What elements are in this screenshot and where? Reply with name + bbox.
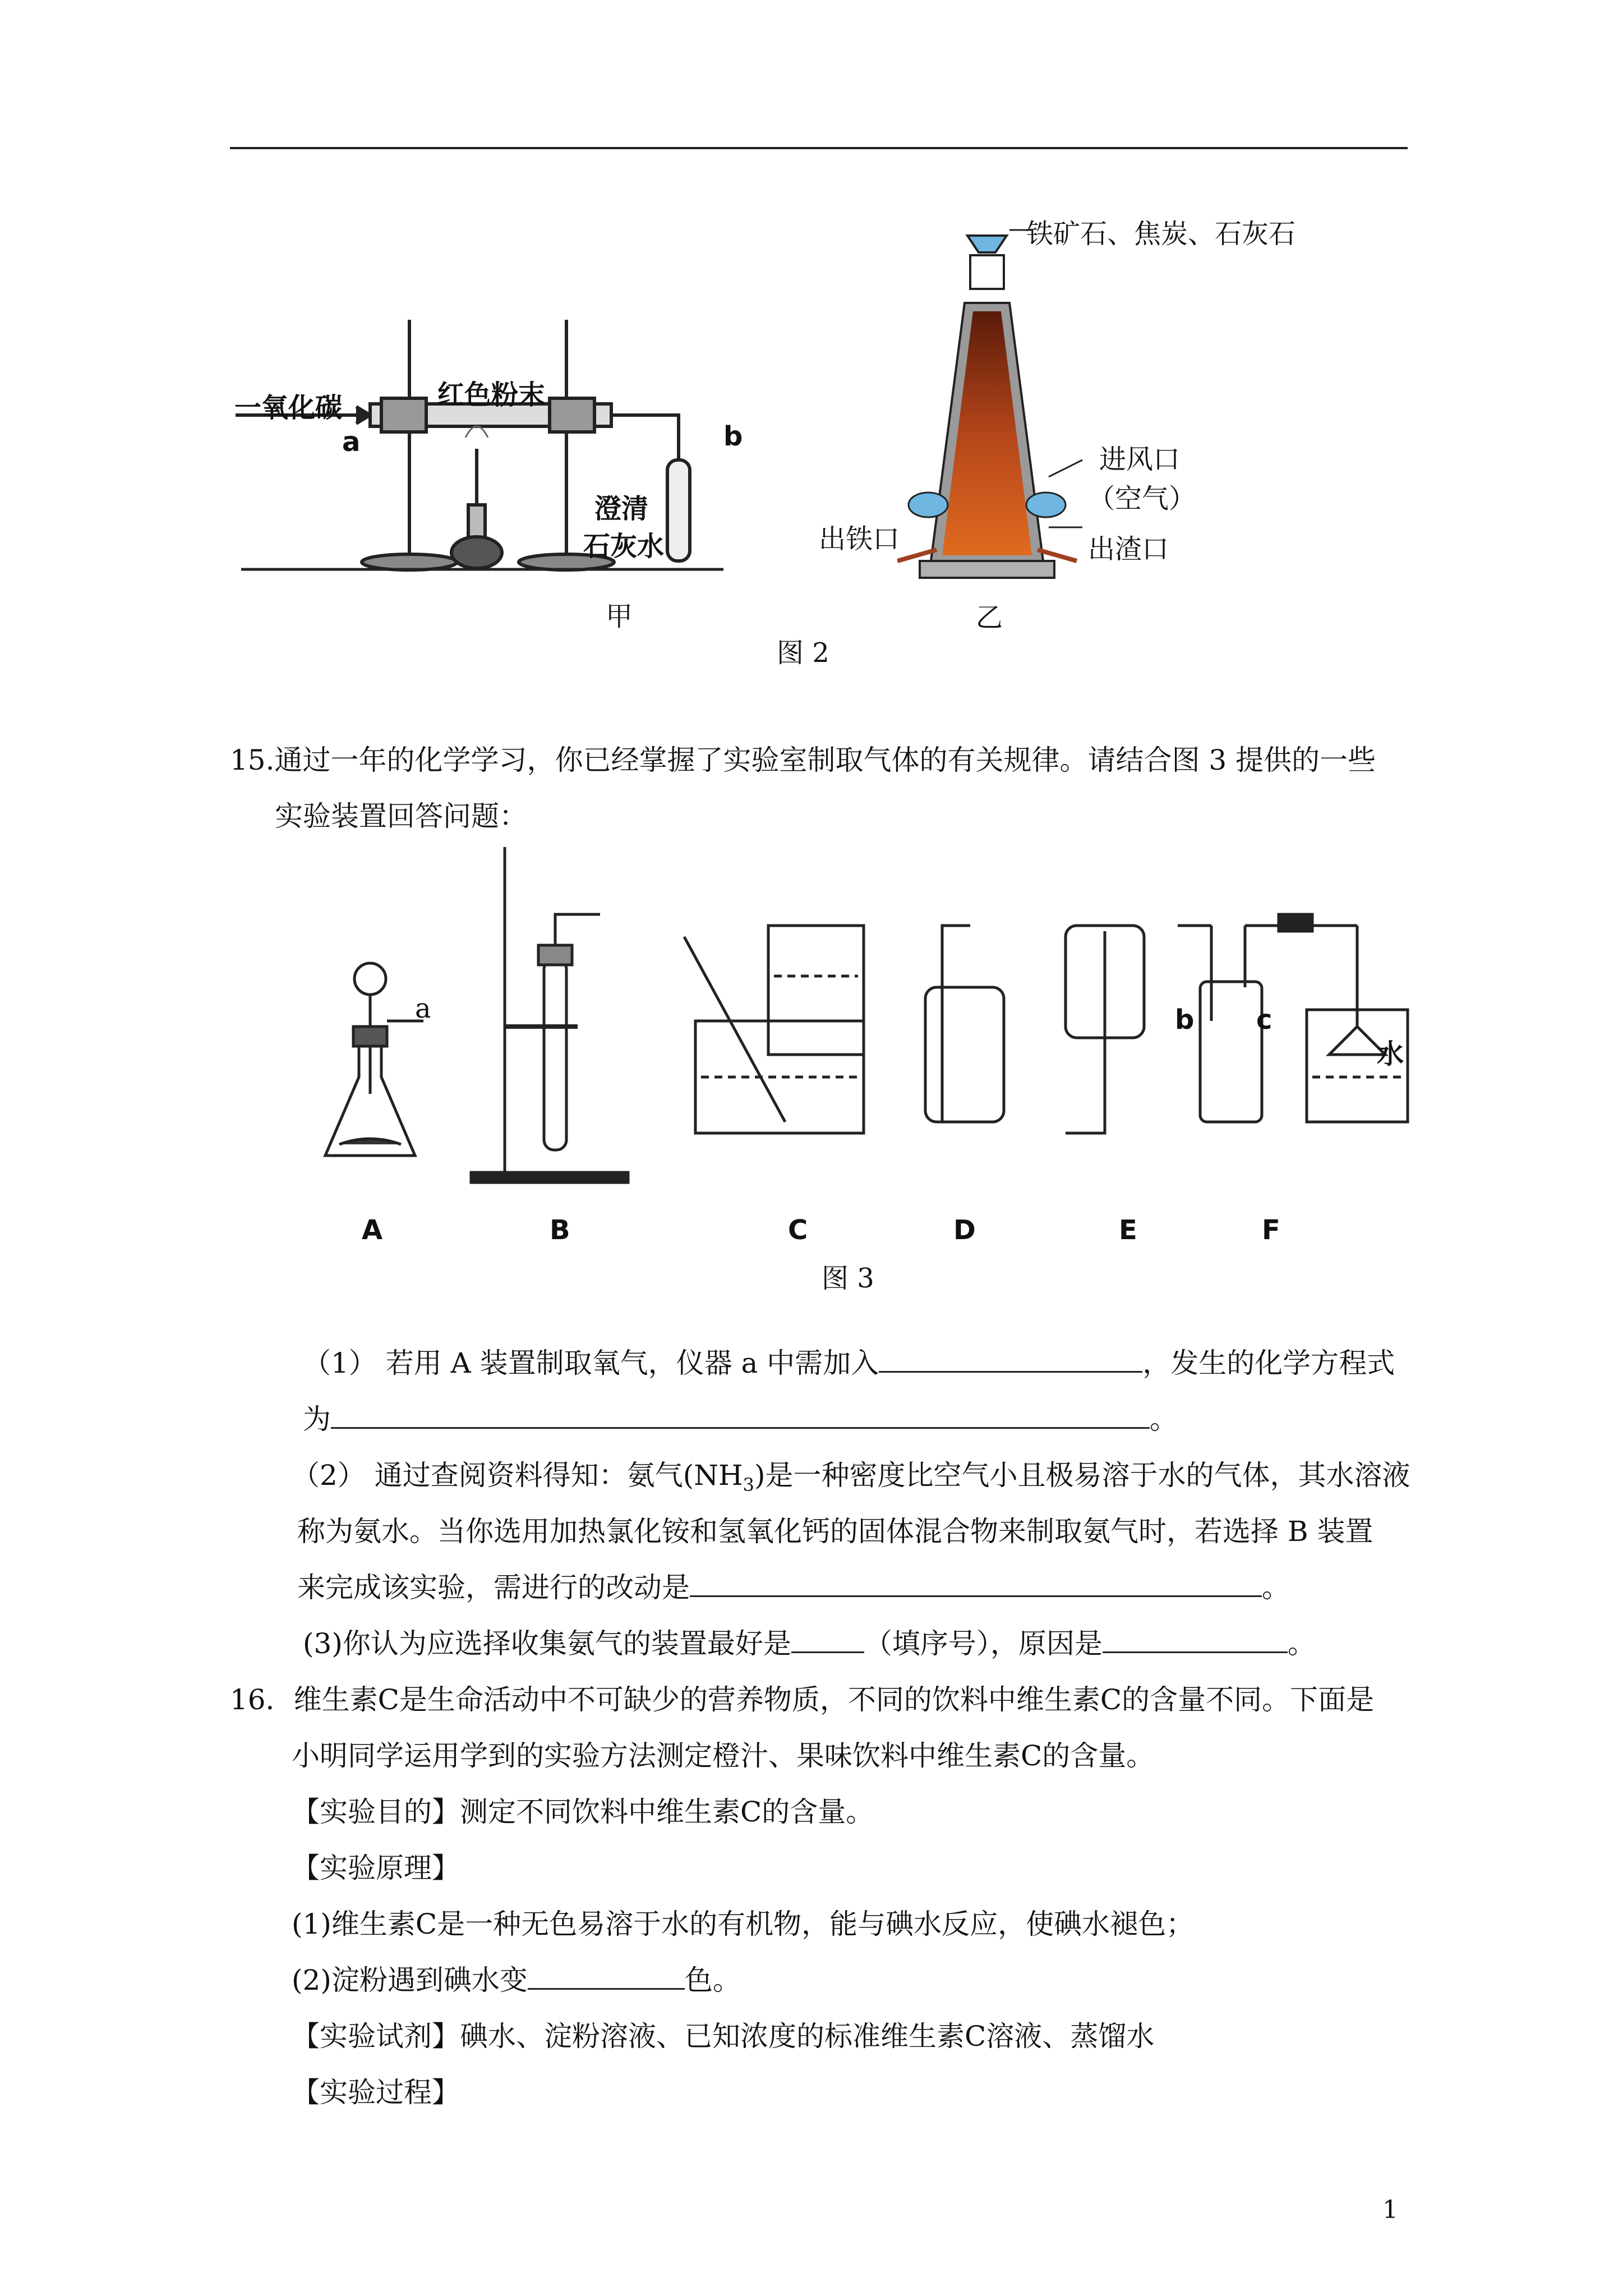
page-number: 1 <box>1382 2196 1398 2224</box>
fig2-caption: 图 2 <box>777 637 829 669</box>
fig3-label-F: F <box>1262 1214 1280 1246</box>
fig3-a-label: a <box>415 993 431 1024</box>
q15-p1-blank-2[interactable] <box>331 1404 1150 1429</box>
q15-p3-blank-1[interactable] <box>791 1628 864 1653</box>
fig3-label-B: B <box>550 1214 570 1246</box>
fig3-apparatus <box>314 841 1436 1234</box>
fig2-slag-out-label: 出渣口 <box>1088 533 1169 565</box>
q16-pr2-text-b: 色。 <box>684 1964 741 1996</box>
q15-stem-line2: 实验装置回答问题： <box>275 800 527 832</box>
q15-p2-line2: 称为氨水。当你选用加热氯化铵和氢氧化钙的固体混合物来制取氨气时，若选择 B 装置 <box>297 1515 1373 1548</box>
fig3-water-label: 水 <box>1377 1038 1404 1070</box>
q15-p2-line3 <box>297 1571 1290 1604</box>
q15-p3-text-b: （填序号），原因是 <box>864 1627 1103 1660</box>
fig3-c-label: c <box>1256 1004 1272 1036</box>
q15-p1-blank-1[interactable] <box>879 1347 1142 1373</box>
fig3-label-A: A <box>362 1214 383 1246</box>
q16-reagents: 【实验试剂】碘水、淀粉溶液、已知浓度的标准维生素C溶液、蒸馏水 <box>292 2020 1155 2053</box>
q15-p2-line1 <box>292 1458 1410 1502</box>
q16-pr2-blank[interactable] <box>528 1964 685 1990</box>
q15-p3-text-a: (3)你认为应选择收集氨气的装置最好是 <box>303 1627 791 1660</box>
q15-p1-text-c: 为 <box>303 1403 331 1435</box>
q15-p3-blank-2[interactable] <box>1103 1628 1288 1653</box>
q16-purpose: 【实验目的】测定不同饮料中维生素C的含量。 <box>292 1796 874 1828</box>
q16-pr2-text-a: (2)淀粉遇到碘水变 <box>292 1964 528 1996</box>
fig3-b-label: b <box>1175 1004 1195 1036</box>
q15-p3-line <box>303 1627 1316 1660</box>
fig2-powder-label: 红色粉末 <box>437 379 546 411</box>
q15-stem-line1: 15.通过一年的化学学习，你已经掌握了实验室制取气体的有关规律。请结合图 3 提供的一些 <box>230 744 1376 776</box>
fig2-yi-furnace <box>897 213 1245 595</box>
q15-p1-text-b: ，发生的化学方程式 <box>1142 1347 1395 1379</box>
fig2-lime-label-1: 澄清 <box>594 493 649 524</box>
fig2-iron-out-label: 出铁口 <box>819 523 900 555</box>
q16-stem-line2: 小明同学运用学到的实验方法测定橙汁、果味饮料中维生素C的含量。 <box>292 1740 1155 1772</box>
fig3-label-C: C <box>788 1214 808 1246</box>
fig3-caption: 图 3 <box>822 1263 874 1294</box>
q16-principle-heading: 【实验原理】 <box>292 1852 460 1884</box>
q15-p2-blank[interactable] <box>690 1572 1262 1597</box>
q16-stem-line1: 16．维生素C是生命活动中不可缺少的营养物质，不同的饮料中维生素C的含量不同。下面是 <box>230 1683 1375 1716</box>
q15-p2-subscript: 3 <box>743 1474 754 1496</box>
fig3-label-E: E <box>1119 1214 1137 1246</box>
fig2-jia-caption: 甲 <box>606 601 633 632</box>
q16-principle-2 <box>292 1963 741 1997</box>
fig2-air-in-label-1: 进风口 <box>1099 444 1181 475</box>
q15-p1-line <box>303 1346 1395 1380</box>
q15-p1-text-d: 。 <box>1150 1403 1178 1435</box>
q15-p2-text-c: 来完成该实验，需进行的改动是 <box>297 1571 690 1604</box>
q15-p2-text-b: )是一种密度比空气小且极易溶于水的气体，其水溶液 <box>754 1459 1410 1492</box>
fig2-a-label: a <box>342 426 361 458</box>
fig2-yi-caption: 乙 <box>976 602 1003 633</box>
q16-process-heading: 【实验过程】 <box>292 2076 460 2109</box>
q16-principle-1: (1)维生素C是一种无色易溶于水的有机物，能与碘水反应，使碘水褪色； <box>292 1908 1195 1940</box>
fig2-lime-label-2: 石灰水 <box>583 531 665 562</box>
q15-p1-text-a: （1） 若用 A 装置制取氧气，仪器 a 中需加入 <box>303 1347 879 1379</box>
q15-p2-text-a: （2） 通过查阅资料得知：氨气(NH <box>292 1459 743 1492</box>
fig3-label-D: D <box>953 1214 976 1246</box>
q15-p1-line2 <box>303 1402 1178 1436</box>
fig2-b-label: b <box>723 421 743 452</box>
q15-p2-text-d: 。 <box>1262 1571 1290 1604</box>
fig2-air-in-label-2: （空气） <box>1088 483 1196 514</box>
header-rule <box>230 147 1408 149</box>
fig2-co-label: 一氧化碳 <box>234 392 343 424</box>
q15-p3-text-c: 。 <box>1287 1627 1316 1660</box>
fig2-feed-label: 铁矿石、焦炭、石灰石 <box>1026 218 1296 250</box>
